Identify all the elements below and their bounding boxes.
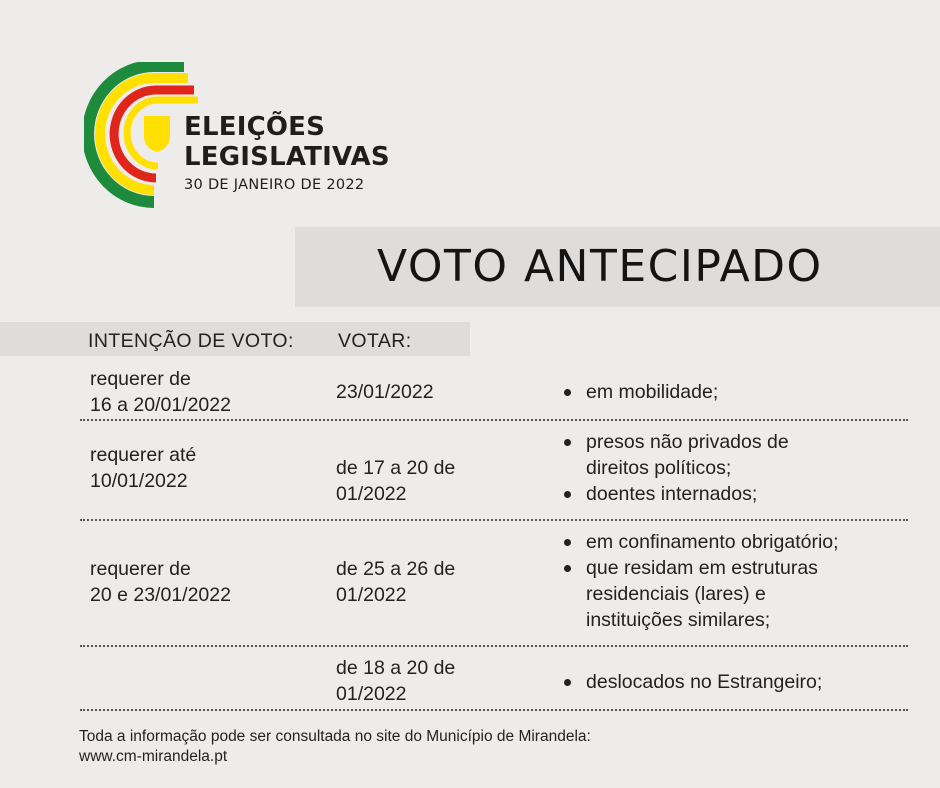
row2-intencao-line1: requerer até: [90, 444, 197, 466]
header-votar: VOTAR:: [338, 330, 412, 352]
list-item: em mobilidade;: [562, 379, 718, 405]
page-title: VOTO ANTECIPADO: [377, 241, 823, 292]
row1-intencao-line1: requerer de: [90, 368, 191, 390]
list-item: em confinamento obrigatório;: [562, 529, 839, 555]
row1-votar: [336, 379, 434, 405]
row3-intencao-line1: requerer de: [90, 558, 191, 580]
logo-date: 30 DE JANEIRO DE 2022: [184, 177, 365, 193]
logo-title-line2: LEGISLATIVAS: [184, 142, 390, 172]
row2-votar-line2: 01/2022: [336, 483, 407, 505]
row4-votar: [336, 655, 455, 707]
row3-votar-line1: de 25 a 26 de: [336, 558, 456, 580]
row2-intencao-line2: 10/01/2022: [90, 470, 188, 492]
row3-intencao: [90, 556, 231, 608]
row2-intencao: [90, 442, 196, 494]
row-separator: [80, 709, 908, 711]
row-separator: [80, 419, 908, 421]
row1-bullets: [562, 379, 718, 405]
logo-title-line1: ELEIÇÕES: [184, 112, 326, 142]
list-item: presos não privados de: [562, 429, 789, 455]
footer-website-link[interactable]: www.cm-mirandela.pt: [79, 748, 228, 765]
footer-text: Toda a informação pode ser consultada no site do Município de Mirandela:: [79, 728, 591, 745]
row3-intencao-line2: 20 e 23/01/2022: [90, 584, 231, 606]
row4-votar-line2: 01/2022: [336, 683, 407, 705]
row-separator: [80, 645, 908, 647]
row-separator: [80, 519, 908, 521]
row3-votar: [336, 556, 455, 608]
title-band: [295, 227, 940, 307]
row2-votar: [336, 455, 455, 507]
row3-bullets: [562, 529, 839, 633]
list-item-continuation: residenciais (lares) e: [586, 583, 766, 605]
row4-votar-line1: de 18 a 20 de: [336, 657, 456, 679]
list-item: deslocados no Estrangeiro;: [562, 669, 822, 695]
footer-note: [79, 727, 591, 767]
list-item-continuation: direitos políticos;: [586, 457, 732, 479]
elections-logo: [84, 62, 404, 212]
row2-bullets: [562, 429, 789, 507]
row1-votar-line1: 23/01/2022: [336, 381, 434, 403]
row3-votar-line2: 01/2022: [336, 584, 407, 606]
header-intencao: INTENÇÃO DE VOTO:: [88, 330, 294, 352]
row4-bullets: [562, 669, 822, 695]
row1-intencao: [90, 366, 231, 418]
list-item: que residam em estruturas: [562, 555, 839, 581]
list-item: doentes internados;: [562, 481, 789, 507]
row1-intencao-line2: 16 a 20/01/2022: [90, 394, 231, 416]
row2-votar-line1: de 17 a 20 de: [336, 457, 456, 479]
list-item-continuation: instituições similares;: [586, 609, 771, 631]
